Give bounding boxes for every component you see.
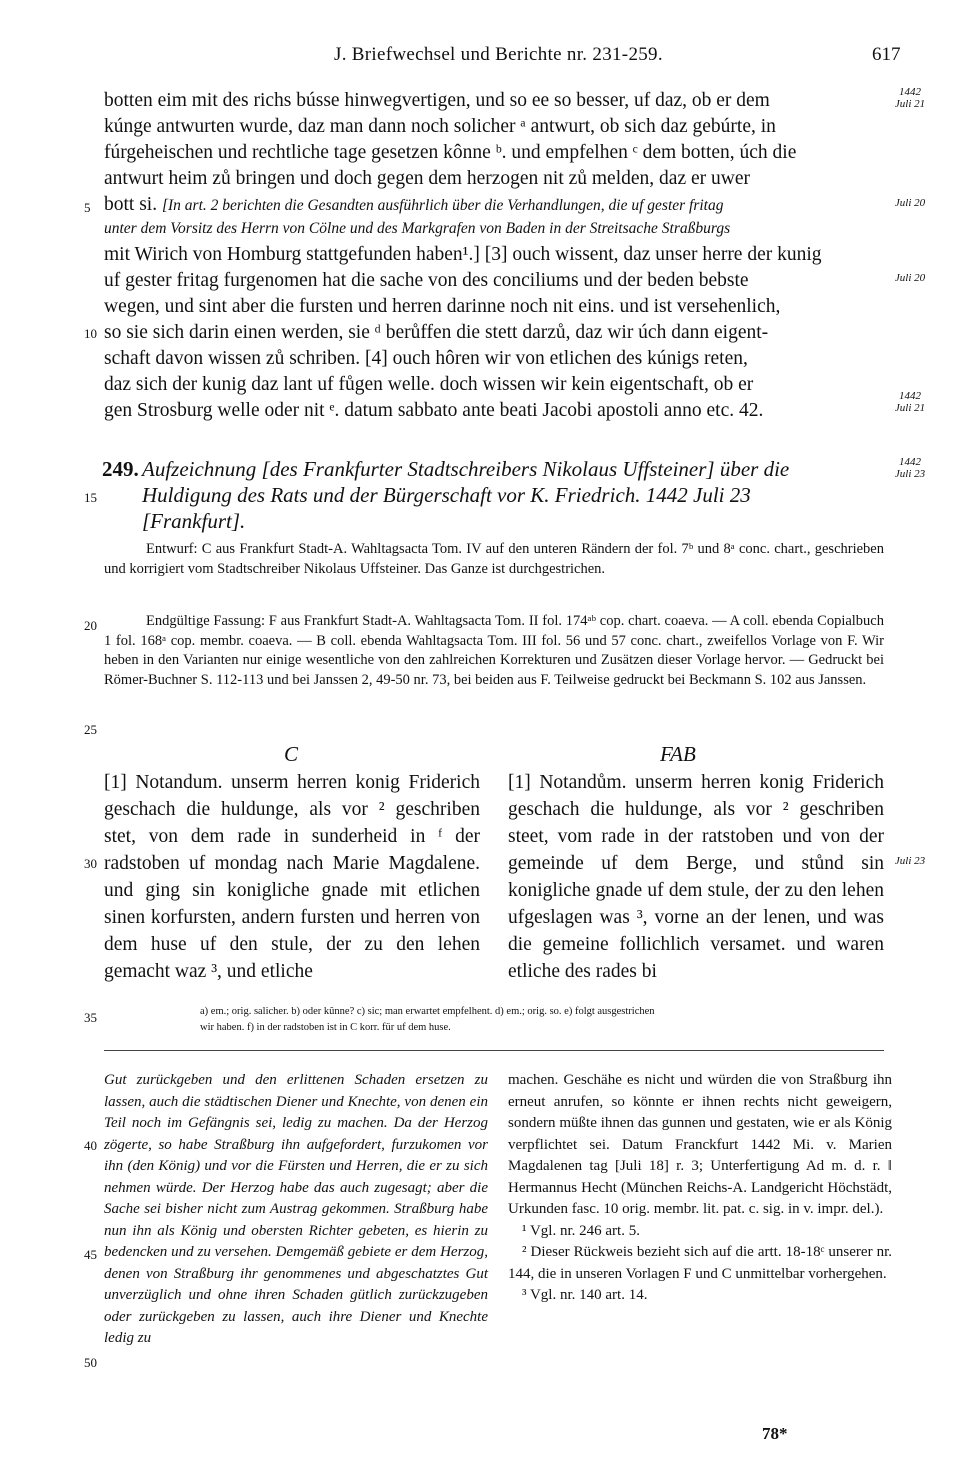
entry-title-line: [Frankfurt]. [142,509,246,533]
line-number: 15 [84,490,97,505]
source-paragraph: Endgültige Fassung: F aus Frankfurt Stadt-A. Wahltagsacta Tom. II fol. 174ᵃᵇ cop. chart. coaeva. — A coll. ebenda Copialbuch 1 fol. 168ᵃ cop. membr. coaeva. — B coll. ebenda Wahltagsacta Tom. III fol. 56 und 57 conc. chart., zweifellos Vorlage von F. Wir heben in den Varianten nur einige wesentliche von den zahlreichen Korrekturen und Zusätzen dieser Vorlage hervor. — Gedruckt bei Römer-Buchner S. 112-113 und bei Janssen 2, 49-50 nr. 73, bei beiden aus F. Teilweise gedruckt bei Beckmann S. 102 aus Janssen. [104,613,884,688]
margin-date-note: Juli 23 [894,855,926,867]
page-number: 617 [872,44,901,65]
line-number: 5 [84,200,91,215]
lower-note-left: Gut zurückgeben und den erlittenen Schaden ersetzen zu lassen, auch die städtischen Diener und Knechte, von denen ein Teil noch im Gefängnis sei, ledig zu machen. Da der Herzog zögerte, so habe Straßburg ihn aufgefordert, furzukomen vor ihn (den König) und vor die Fürsten und Herren, die er zu sich nehmen würde. Der Herzog habe das auch zugesagt; aber die Sache sei bisher nicht zum Austrag gekommen. Straßburg habe nun ihn als König und obersten Richter gebeten, es hierin zu bedencken und zu versehen. Demgemäß gebiete er dem Herzog, denen von Straßburg ihr genommenes und abgeschatztes Gut unverzüglich und ohne ihren Schaden gütlich zurückzugeben oder zurückgeben zu lassen, auch ihre Diener und Knechte ledig zu [104,1072,488,1346]
margin-date-note: 1442 Juli 23 [894,456,926,480]
margin-date-note: 1442 Juli 21 [894,86,926,110]
column-head-left: C [284,742,299,766]
main-text-line: gen Strosburg welle oder nit ᵉ. datum sabbato ante beati Jacobi apostoli anno etc. 42. [104,400,764,421]
main-text-line: daz sich der kunig daz lant uf fůgen welle. doch wissen wir kein eigentschaft, ob er [104,374,754,395]
running-title: J. Briefwechsel und Berichte nr. 231-259. [334,44,663,65]
main-text-line: schaft davon wissen zů schriben. [4] ouch hôren wir von etlichen des kúnigs reten, [104,348,748,369]
main-text-line: mit Wirich von Homburg stattgefunden haben¹.] [3] ouch wissent, daz unser herre der kunig [104,244,822,265]
entry-number: 249. [102,457,139,481]
footnote-1: ¹ Vgl. nr. 246 art. 5. [522,1222,640,1239]
line-number: 30 [84,856,97,871]
margin-date-note: Juli 20 [894,197,926,209]
running-header [0,44,960,74]
main-text-line: antwurt heim zů bringen und doch gegen dem herzogen nit zů melden, daz er uwer [104,168,750,189]
footnote-2: ² Dieser Rückweis bezieht sich auf die artt. 18-18ᶜ unserer nr. 144, die in unseren Vorlagen F und C unmittelbar vorhergehen. [508,1244,892,1282]
source-paragraph: Entwurf: C aus Frankfurt Stadt-A. Wahltagsacta Tom. IV auf den unteren Rändern der fol. 7ᵇ und 8ᵃ conc. chart., geschrieben und korrigiert vom Stadtschreiber Nikolaus Uffsteiner. Das Ganze ist durchgestrichen. [104,541,884,577]
divider [104,1050,884,1051]
main-text-line: kúnge antwurten wurde, daz man dann noch solicher ᵃ antwurt, ob sich daz gebúrte, in [104,116,776,137]
main-text-line: fúrgeheischen und rechtliche tage gesetzen kônne ᵇ. und empfelhen ᶜ dem botten, úch die [104,142,797,163]
signature-mark: 78* [762,1424,788,1443]
variant-footnote-line: wir haben. f) in der radstoben ist in C korr. für uf dem huse. [200,1022,451,1033]
line-number: 35 [84,1010,97,1025]
entry-title-line: Aufzeichnung [des Frankfurter Stadtschreibers Nikolaus Uffsteiner] über die [142,457,790,481]
line-number: 45 [84,1247,97,1262]
line-number: 10 [84,326,97,341]
lower-note-right [508,1070,892,1307]
footnote-3: ³ Vgl. nr. 140 art. 14. [522,1287,648,1303]
main-text-line [104,192,884,218]
line-number: 50 [84,1355,97,1370]
lower-note-main: machen. Geschähe es nicht und würden die von Straßburg ihn erneut anrufen, so könnte er ihnen rechts nicht geweigern, sondern müßte ihnen das gunnen und gestaten, wie er als König verpflichtet sei. Datum Franckfurt 1442 Mi. v. Marien Magdalenen tag [Juli 18] r. 3; Unterfertigung Ad m. d. r. ‖ Hermannus Hecht (München Reichs-A. Landgericht Höchstädt, Urkunden fasc. 10 orig. membr. lit. pat. c. sig. in v. impr. del.). [508,1072,892,1217]
main-text-line: so sie sich darin einen werden, sie ᵈ berůffen die stett darzů, daz wir úch dann eigent- [104,322,769,343]
line-number: 25 [84,722,97,737]
line-number: 40 [84,1138,97,1153]
variant-footnote-line: a) em.; orig. salicher. b) oder kûnne? c) sic; man erwartet empfelhent. d) em.; orig. so. e) folgt ausgestrichen [200,1006,655,1017]
line-number: 20 [84,618,97,633]
main-text-line: uf gester fritag furgenomen hat die sache von des conciliums und der beden bebste [104,270,749,291]
margin-date-note: 1442 Juli 21 [894,390,926,414]
main-text-line: botten eim mit des richs bússe hinwegvertigen, und so ee so besser, uf daz, ob er dem [104,90,770,111]
main-text-line: wegen, und sint aber die fursten und herren darinne noch nit eins. und ist versehenlich, [104,296,781,317]
column-text-right: [1] Notandům. unserm herren konig Friderich geschach die huldunge, als vor ² geschriben steet, vom rade in der ratstoben und von der gemeinde uf dem Berge, und stůnd sin konigliche gnade uf dem stule, der zu den lehen ufgeslagen was ³, vorne an der lenen, und was die gemeine follichlich versamet. und waren etliche des rades bi [508,772,884,982]
summary-italic: [In art. 2 berichten die Gesandten ausführlich über die Verhandlungen, die uf gester fritag [161,197,724,214]
main-text-fragment: bott si. [104,194,158,215]
margin-date-note: Juli 20 [894,272,926,284]
column-text-left: [1] Notandum. unserm herren konig Friderich geschach die huldunge, als vor ² geschriben stet, von dem rade in sunderheid in ᶠ der radstoben uf mondag nach Marie Magdalene. und ging sin konigliche gnade mit etlichen sinen korfursten, andern fursten und herren von dem huse uf den stule, der zu den lehen gemacht waz ³, und etliche [104,772,480,982]
summary-italic-line: unter dem Vorsitz des Herrn von Cölne und des Markgrafen von Baden in der Streitsache Straßburgs [104,220,731,237]
entry-title-line: Huldigung des Rats und der Bürgerschaft vor K. Friedrich. 1442 Juli 23 [142,483,751,507]
column-head-right: FAB [660,742,696,766]
entry-heading [102,456,884,534]
